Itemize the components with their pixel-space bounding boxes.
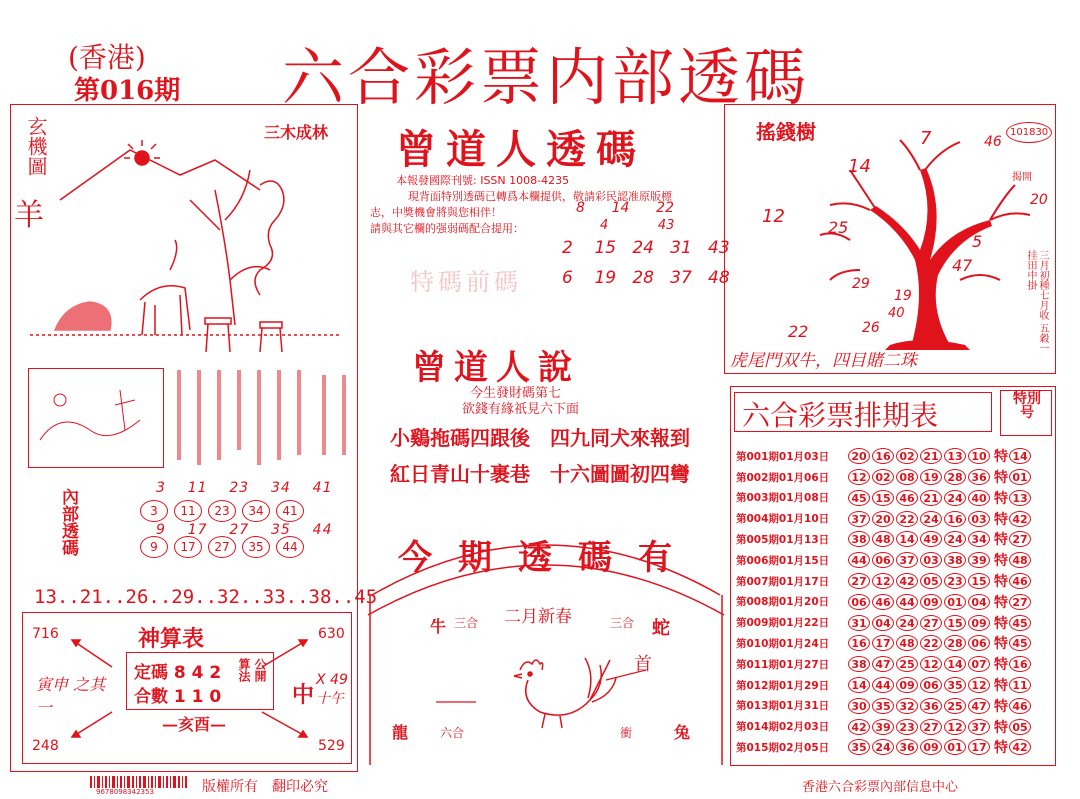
schedule-ball: 28 (944, 469, 966, 485)
schedule-badge: 特別号 (1013, 391, 1041, 421)
schedule-table (732, 446, 1054, 762)
schedule-row-label: 第008期01月20日 (736, 596, 830, 609)
schedule-row (732, 550, 1033, 571)
this-issue-sanhe1: 三合 (454, 616, 479, 630)
this-issue-she: 蛇 (652, 618, 670, 639)
schedule-ball: 21 (920, 490, 942, 506)
schedule-ball: 37 (968, 719, 990, 735)
schedule-ball: 01 (944, 594, 966, 610)
zengdao-notice-line2: 現背面特別透碼已轉爲本欄提供，敬請彩民認准原版標 (408, 190, 672, 203)
shensuan-arrows (22, 612, 352, 764)
schedule-special-ball: 48 (1009, 552, 1031, 568)
schedule-ball: 35 (944, 677, 966, 693)
xuanji-caption: 三木成林 (264, 123, 329, 142)
schedule-ball: 16 (848, 635, 870, 651)
page-title: 六合彩票内部透碼 (282, 41, 811, 114)
money-tree-side-text: 三月初種七月收 五穀一挂田中掛 (1025, 250, 1048, 354)
schedule-ball: 25 (944, 698, 966, 714)
tree-num-25: 25 (828, 218, 849, 237)
schedule-row (732, 508, 1033, 529)
schedule-ball: 24 (920, 511, 942, 527)
schedule-special-ball: 46 (1009, 573, 1031, 589)
schedule-ball: 38 (848, 656, 870, 672)
issue-arrows (386, 640, 706, 730)
xuanji-title: 玄機圖 (24, 116, 48, 176)
schedule-ball: 24 (872, 739, 894, 755)
schedule-ball: 12 (944, 719, 966, 735)
shensuan-right-hand-mid: 中 (292, 682, 315, 708)
schedule-ball: 15 (872, 490, 894, 506)
schedule-ball: 12 (848, 469, 870, 485)
schedule-ball: 49 (920, 531, 942, 547)
this-issue-title: 今期透碼有 (398, 538, 698, 578)
tree-num-7: 7 (920, 128, 932, 149)
schedule-ball: 09 (968, 615, 990, 631)
schedule-ball: 42 (848, 719, 870, 735)
tree-num-47: 47 (952, 256, 973, 275)
schedule-ball: 24 (944, 531, 966, 547)
this-issue-long: 龍 (392, 723, 409, 742)
schedule-row-label: 第001期01月03日 (736, 450, 830, 463)
schedule-special-label: 特 (994, 698, 1008, 715)
schedule-special-ball: 27 (1009, 531, 1031, 547)
schedule-ball: 47 (872, 656, 894, 672)
schedule-row-label: 第015期02月05日 (736, 741, 830, 754)
schedule-ball: 24 (944, 490, 966, 506)
zengdao-notice-line4: 請與其它欄的强弱碼配合提用： (370, 222, 524, 235)
schedule-ball: 09 (920, 594, 942, 610)
schedule-special-label: 特 (994, 719, 1008, 736)
schedule-ball: 23 (944, 573, 966, 589)
tree-num-26: 26 (862, 320, 880, 336)
tree-num-20: 20 (1030, 192, 1048, 208)
schedule-row (732, 571, 1033, 592)
this-issue-center: 二月新春 (504, 607, 572, 627)
schedule-ball: 09 (896, 677, 918, 693)
schedule-ball: 46 (896, 490, 918, 506)
schedule-ball: 46 (872, 594, 894, 610)
schedule-row (732, 696, 1033, 717)
schedule-ball: 09 (920, 739, 942, 755)
schedule-ball: 03 (920, 552, 942, 568)
schedule-ball: 37 (896, 552, 918, 568)
zengdao-code-title: 曾道人透碼 (396, 126, 646, 173)
schedule-ball: 44 (896, 594, 918, 610)
money-tree-bottom-text: 虎尾門双牛，四目賭二珠 (730, 351, 917, 371)
schedule-special-label: 特 (994, 678, 1008, 695)
shensuan-tl: 716 (32, 626, 59, 642)
schedule-row-label: 第006期01月15日 (736, 554, 830, 567)
money-tree-illustration (790, 130, 1040, 350)
xuanji-illustration (20, 130, 350, 360)
schedule-special-label: 特 (994, 636, 1008, 653)
vertical-verse-columns (172, 365, 357, 475)
schedule-ball: 37 (848, 511, 870, 527)
schedule-ball: 06 (968, 635, 990, 651)
schedule-special-ball: 42 (1009, 511, 1031, 527)
schedule-ball: 38 (944, 552, 966, 568)
schedule-row-label: 第002期01月06日 (736, 471, 830, 484)
zengdao-row1: 8 14 22 (576, 200, 674, 216)
schedule-row (732, 654, 1033, 675)
shensuan-right-hand: X 49 十午 (316, 672, 348, 707)
schedule-ball: 28 (944, 635, 966, 651)
schedule-row (732, 612, 1033, 633)
schedule-ball: 17 (968, 739, 990, 755)
schedule-row (732, 716, 1033, 737)
tree-num-40: 40 (888, 306, 905, 321)
schedule-ball: 27 (848, 573, 870, 589)
schedule-row (732, 446, 1033, 467)
zengdao-notice-line3: 志，中獎機會將與您相伴！ (370, 206, 502, 219)
schedule-special-ball: 14 (1009, 448, 1031, 464)
schedule-row-label: 第011期01月27日 (736, 658, 830, 671)
schedule-ball: 27 (920, 719, 942, 735)
schedule-ball: 01 (944, 739, 966, 755)
schedule-ball: 20 (872, 511, 894, 527)
schedule-ball: 14 (896, 531, 918, 547)
schedule-ball: 16 (944, 511, 966, 527)
schedule-ball: 14 (848, 677, 870, 693)
schedule-ball: 10 (968, 448, 990, 464)
shensuan-tr: 630 (318, 626, 345, 642)
schedule-ball: 45 (848, 490, 870, 506)
schedule-title: 六合彩票排期表 (742, 399, 939, 432)
this-issue-sanhe2: 三合 (610, 616, 635, 630)
schedule-special-label: 特 (994, 449, 1008, 466)
schedule-ball: 16 (872, 448, 894, 464)
zengdao-says-line2: 欲錢有緣祇見六下面 (462, 402, 580, 417)
schedule-special-ball: 01 (1009, 469, 1031, 485)
zengdao-faded-text: 特碼前碼 (410, 268, 522, 296)
money-tree-label: 揭開 (1012, 172, 1032, 183)
schedule-row (732, 737, 1033, 758)
zengdao-poem2: 紅日青山十裹巷 十六圖圖初四彎 (390, 462, 690, 486)
schedule-ball: 48 (896, 635, 918, 651)
zengdao-poem1: 小鷄拖碼四跟後 四九同犬來報到 (390, 426, 690, 450)
shensuan-zodiac: —亥酉— (162, 715, 227, 734)
schedule-ball: 22 (920, 635, 942, 651)
money-tree-title: 搖錢樹 (756, 120, 816, 144)
schedule-row (732, 633, 1033, 654)
tree-num-12: 12 (762, 206, 785, 227)
zengdao-row3: 6 19 28 37 48 (562, 268, 730, 288)
schedule-ball: 02 (896, 448, 918, 464)
schedule-special-ball: 46 (1009, 698, 1031, 714)
internal-code-row3: 9 17 27 35 44 (156, 522, 333, 538)
schedule-ball: 13 (944, 448, 966, 464)
this-issue-liuhe: 六合 (440, 726, 465, 740)
schedule-ball: 06 (848, 594, 870, 610)
shensuan-numbers-line: 13..21..26..29..32..33..38..45 (34, 586, 378, 608)
xuanji-zodiac-hand: 羊 (14, 198, 44, 233)
schedule-ball: 15 (968, 573, 990, 589)
schedule-ball: 48 (872, 531, 894, 547)
shensuan-left-hand: 寅申 之其一 (36, 675, 106, 717)
center-name: 香港六合彩票內部信息中心 (802, 780, 959, 795)
schedule-row-label: 第012期01月29日 (736, 679, 830, 692)
schedule-ball: 39 (872, 719, 894, 735)
schedule-row-label: 第013期01月31日 (736, 700, 830, 713)
schedule-ball: 06 (872, 552, 894, 568)
tree-num-5: 5 (972, 232, 983, 251)
schedule-ball: 03 (968, 511, 990, 527)
schedule-row (732, 529, 1033, 550)
schedule-ball: 31 (848, 615, 870, 631)
schedule-ball: 23 (896, 719, 918, 735)
schedule-ball: 12 (920, 656, 942, 672)
schedule-ball: 15 (944, 615, 966, 631)
schedule-row-label: 第010期01月24日 (736, 637, 830, 650)
schedule-special-label: 特 (994, 511, 1008, 528)
schedule-ball: 04 (968, 594, 990, 610)
schedule-row (732, 675, 1033, 696)
schedule-row-label: 第014期02月03日 (736, 721, 830, 734)
schedule-ball: 39 (968, 552, 990, 568)
shensuan-br: 529 (318, 738, 345, 754)
schedule-special-label: 特 (994, 615, 1008, 632)
schedule-ball: 47 (968, 698, 990, 714)
shensuan-side1: 算法 (237, 658, 251, 682)
tree-num-46: 46 (984, 134, 1002, 150)
schedule-ball: 35 (848, 739, 870, 755)
barcode-number: 9678098342353 (96, 788, 154, 796)
internal-code-row1: 3 11 23 34 41 (156, 480, 333, 496)
schedule-ball: 27 (920, 615, 942, 631)
schedule-special-label: 特 (994, 740, 1008, 757)
shensuan-side2: 公開 (253, 658, 267, 682)
schedule-special-label: 特 (994, 553, 1008, 570)
schedule-row-label: 第003期01月08日 (736, 492, 830, 505)
schedule-ball: 42 (896, 573, 918, 589)
schedule-ball: 08 (896, 469, 918, 485)
schedule-special-label: 特 (994, 574, 1008, 591)
schedule-ball: 07 (968, 656, 990, 672)
this-issue-niu: 牛 (430, 617, 447, 636)
schedule-row-label: 第007期01月17日 (736, 575, 830, 588)
schedule-ball: 04 (872, 615, 894, 631)
schedule-ball: 17 (872, 635, 894, 651)
region-label: (香港) (68, 41, 146, 74)
schedule-ball: 06 (920, 677, 942, 693)
zengdao-row2: 2 15 24 31 43 (562, 238, 730, 258)
schedule-ball: 44 (872, 677, 894, 693)
schedule-ball: 05 (920, 573, 942, 589)
schedule-ball: 21 (920, 448, 942, 464)
shensuan-heshu: 合數 1 1 0 (134, 687, 222, 707)
schedule-row (732, 467, 1033, 488)
zengdao-says-line1: 今生發財碼第七 (470, 386, 562, 401)
schedule-ball: 02 (872, 469, 894, 485)
shensuan-title: 神算表 (138, 626, 205, 652)
schedule-ball: 24 (896, 615, 918, 631)
schedule-special-ball: 13 (1009, 490, 1031, 506)
tree-num-29: 29 (852, 276, 870, 292)
zengdao-says-title: 曾道人說 (412, 348, 580, 388)
schedule-row-label: 第005期01月13日 (736, 533, 830, 546)
this-issue-chong: 衝 (620, 726, 633, 740)
tree-num-14: 14 (848, 156, 871, 177)
tree-num-22: 22 (788, 322, 809, 341)
schedule-ball: 12 (968, 677, 990, 693)
schedule-ball: 36 (968, 469, 990, 485)
shensuan-dingma: 定碼 8 4 2 (134, 663, 222, 683)
schedule-ball: 12 (872, 573, 894, 589)
schedule-ball: 36 (920, 698, 942, 714)
schedule-ball: 14 (944, 656, 966, 672)
schedule-ball: 40 (968, 490, 990, 506)
schedule-ball: 20 (848, 448, 870, 464)
tree-num-19: 19 (894, 288, 912, 304)
schedule-ball: 36 (896, 739, 918, 755)
schedule-special-ball: 05 (1009, 719, 1031, 735)
schedule-row-label: 第009期01月22日 (736, 617, 830, 630)
schedule-ball: 22 (896, 511, 918, 527)
money-tree-stamp: 101830 (1006, 122, 1052, 143)
schedule-special-ball: 11 (1009, 677, 1031, 693)
copyright-text: 版權所有 翻印必究 (202, 779, 328, 795)
schedule-ball: 34 (968, 531, 990, 547)
schedule-special-ball: 27 (1009, 594, 1031, 610)
schedule-special-label: 特 (994, 594, 1008, 611)
internal-code-label: 內部透碼 (58, 488, 78, 556)
sketch-illustration (30, 370, 162, 466)
schedule-row (732, 592, 1033, 613)
schedule-row (732, 488, 1033, 509)
zengdao-row1b: 4 43 (600, 218, 675, 233)
this-issue-shou: 首 (634, 654, 652, 675)
schedule-special-label: 特 (994, 470, 1008, 487)
schedule-special-ball: 45 (1009, 635, 1031, 651)
schedule-row-label: 第004期01月10日 (736, 513, 830, 526)
schedule-special-ball: 42 (1009, 739, 1031, 755)
zengdao-notice-line1: 本報發國際刊號: ISSN 1008-4235 (396, 174, 570, 187)
schedule-special-label: 特 (994, 657, 1008, 674)
issue-number: 第016期 (74, 76, 181, 106)
schedule-ball: 32 (896, 698, 918, 714)
shensuan-bl: 248 (32, 738, 59, 754)
this-issue-tu: 兔 (674, 723, 691, 742)
schedule-ball: 38 (848, 531, 870, 547)
schedule-special-ball: 16 (1009, 656, 1031, 672)
schedule-special-label: 特 (994, 490, 1008, 507)
schedule-ball: 25 (896, 656, 918, 672)
schedule-ball: 44 (848, 552, 870, 568)
schedule-ball: 30 (848, 698, 870, 714)
schedule-ball: 19 (920, 469, 942, 485)
schedule-special-ball: 45 (1009, 615, 1031, 631)
schedule-special-label: 特 (994, 532, 1008, 549)
schedule-ball: 35 (872, 698, 894, 714)
